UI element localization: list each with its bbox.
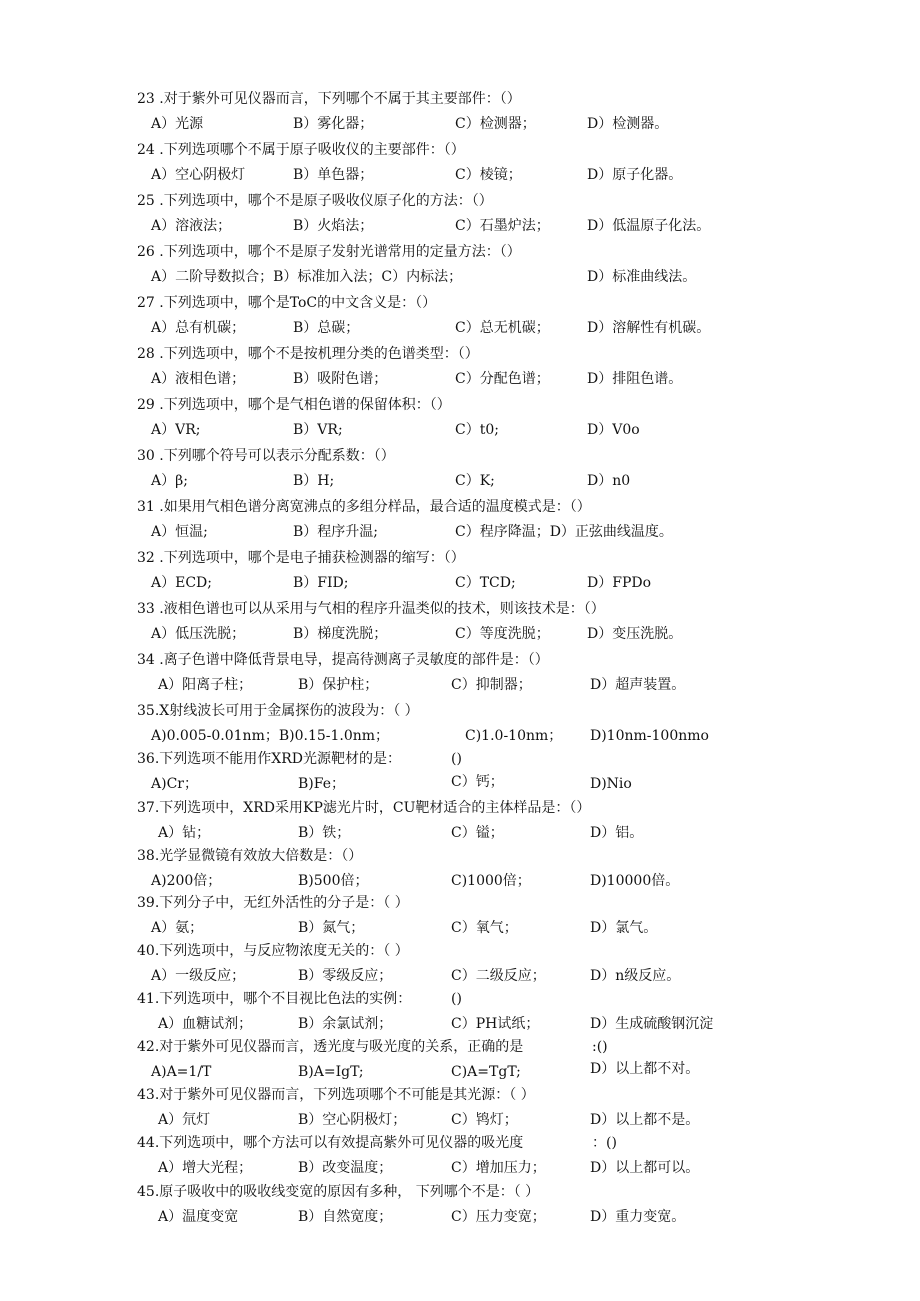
option-d: D）n0 <box>587 473 631 489</box>
question-26 <box>0 241 920 293</box>
question-31 <box>0 496 920 548</box>
question-25 <box>0 190 920 242</box>
question-stem: 38.光学显微镜有效放大倍数是：（） <box>137 848 363 864</box>
option-b: B)A=IgT; <box>298 1064 364 1080</box>
option-c: C）等度洗脱； <box>455 626 550 642</box>
option-c: C）分配色谱； <box>455 371 550 387</box>
question-33 <box>0 598 920 650</box>
question-stem: 33 .液相色谱也可以从采用与气相的程序升温类似的技术，则该技术是：（） <box>137 601 605 617</box>
option-c: C）鸨灯； <box>451 1112 518 1128</box>
option-a: A）一级反应； <box>151 968 246 984</box>
question-34 <box>0 649 920 701</box>
option-b: B）保护柱； <box>298 677 379 693</box>
option-d: D）以上都可以。 <box>590 1160 700 1176</box>
option-a: A）VR; <box>151 422 201 438</box>
option-a: A）增大光程； <box>158 1160 253 1176</box>
question-stem: 34 .离子色谱中降低背景电导，提高待测离子灵敏度的部件是：（） <box>137 652 549 668</box>
question-44 <box>0 1132 920 1184</box>
option-a: A）温度变宽 <box>158 1209 239 1225</box>
option-c: C)1.0-10nm； <box>465 728 563 744</box>
question-stem: 44.下列选项中，哪个方法可以有效提高紫外可见仪器的吸光度 <box>137 1135 524 1151</box>
option-b: B）空心阴极灯； <box>298 1112 407 1128</box>
option-a: A）光源 <box>151 116 204 132</box>
option-d: D）以上都不对。 <box>590 1061 700 1077</box>
question-stem: 23 .对于紫外可见仪器而言，下列哪个不属于其主要部件：（） <box>137 91 521 107</box>
option-a: A）低压洗脱； <box>151 626 246 642</box>
question-stem: 37.下列选项中，XRD采用KP滤光片时，CU靶材适合的主体样品是：（） <box>137 800 591 816</box>
option-b: B）改变温度； <box>298 1160 393 1176</box>
option-c: C）石墨炉法； <box>455 218 550 234</box>
option-a: A）液相色谱； <box>151 371 246 387</box>
option-b: B）铁； <box>298 825 351 841</box>
option-d: D）低温原子化法。 <box>587 218 711 234</box>
question-stem: 29 .下列选项中，哪个是气相色谱的保留体积：（） <box>137 397 451 413</box>
question-stem: 39.下列分子中，无红外活性的分子是：（ ） <box>137 895 409 911</box>
question-bracket: :() <box>592 1039 608 1055</box>
option-d: D)10000倍。 <box>590 873 680 889</box>
question-stem: 28 .下列选项中，哪个不是按机理分类的色谱类型：（） <box>137 346 479 362</box>
question-39 <box>0 892 920 944</box>
question-stem: 27 .下列选项中，哪个是ToC的中文含义是：（） <box>137 295 437 311</box>
question-stem: 24 .下列选项哪个不属于原子吸收仪的主要部件：（） <box>137 142 465 158</box>
question-stem: 32 .下列选项中，哪个是电子捕获检测器的缩写：（） <box>137 550 465 566</box>
option-c: C）PH试纸； <box>451 1016 540 1032</box>
option-b: B）FID; <box>293 575 349 591</box>
option-b: B）单色器； <box>293 167 374 183</box>
option-a: A）恒温; <box>151 524 208 540</box>
option-b: B）零级反应； <box>298 968 393 984</box>
option-d: D)10nm-100nmo <box>590 728 709 744</box>
option-c: C）压力变宽； <box>451 1209 546 1225</box>
option-b: B）VR; <box>293 422 343 438</box>
option-b: B）自然宽度； <box>298 1209 393 1225</box>
question-stem: 35.X射线波长可用于金属探伤的波段为：（ ） <box>137 703 419 719</box>
option-a: A）ECD; <box>151 575 212 591</box>
option-c: C）抑制器； <box>451 677 532 693</box>
question-bracket: () <box>451 991 462 1007</box>
question-stem: 42.对于紫外可见仪器而言，透光度与吸光度的关系，正确的是 <box>137 1039 524 1055</box>
option-a: A）空心阴极灯 <box>151 167 246 183</box>
option-b: B)500倍； <box>298 873 369 889</box>
question-bracket: ：() <box>592 1135 617 1151</box>
option-c: C）二级反应； <box>451 968 546 984</box>
option-c: C）镒； <box>451 825 504 841</box>
question-37 <box>0 797 920 849</box>
option-b: B）程序升温; <box>293 524 379 540</box>
question-45 <box>0 1181 920 1233</box>
option-d: D）FPDo <box>587 575 652 591</box>
question-bracket: () <box>451 751 462 767</box>
option-d: D）检测器。 <box>587 116 669 132</box>
option-b: B）雾化器； <box>293 116 374 132</box>
question-stem: 30 .下列哪个符号可以表示分配系数：（） <box>137 448 395 464</box>
option-cd: C）程序降温；D）正弦曲线温度。 <box>455 524 673 540</box>
option-c: C）K; <box>455 473 495 489</box>
option-abc: A）二阶导数拟合；B）标准加入法；C）内标法； <box>151 269 463 285</box>
option-d: D）变压洗脱。 <box>587 626 683 642</box>
question-stem: 26 .下列选项中，哪个不是原子发射光谱常用的定量方法：（） <box>137 244 521 260</box>
option-d: D）以上都不是。 <box>590 1112 700 1128</box>
option-a: A）β; <box>151 473 188 489</box>
option-d: D）铝。 <box>590 825 644 841</box>
question-stem: 40.下列选项中，与反应物浓度无关的：（ ） <box>137 943 409 959</box>
option-ab: A)0.005-0.01nm；B)0.15-1.0nm； <box>151 728 390 744</box>
option-d: D)Nio <box>590 776 632 792</box>
question-43 <box>0 1084 920 1136</box>
option-d: D）超声装置。 <box>590 677 686 693</box>
option-d: D）n级反应。 <box>590 968 681 984</box>
option-a: A)200倍； <box>151 873 222 889</box>
option-a: A）氘灯 <box>158 1112 211 1128</box>
option-a: A）溶液法； <box>151 218 232 234</box>
question-23 <box>0 88 920 140</box>
question-27 <box>0 292 920 344</box>
option-a: A）总有机碳； <box>151 320 246 336</box>
option-b: B）火焰法； <box>293 218 374 234</box>
option-a: A）阳离子柱； <box>158 677 253 693</box>
option-c: C）钙； <box>451 774 504 790</box>
question-stem: 45.原子吸收中的吸收线变宽的原因有多种， 下列哪个不是：（ ） <box>137 1184 540 1200</box>
question-stem: 36.下列选项不能用作XRD光源靶材的是： <box>137 751 401 767</box>
option-b: B）梯度洗脱； <box>293 626 388 642</box>
question-stem: 41.下列选项中，哪个不目视比色法的实例： <box>137 991 412 1007</box>
question-41 <box>0 988 920 1040</box>
question-stem: 31 .如果用气相色谱分离宽沸点的多组分样品，最合适的温度模式是：（） <box>137 499 591 515</box>
question-38 <box>0 845 920 897</box>
option-b: B）总碳； <box>293 320 360 336</box>
option-b: B)Fe； <box>298 776 345 792</box>
option-a: A)Cr； <box>151 776 198 792</box>
option-d: D）重力变宽。 <box>590 1209 686 1225</box>
option-d: D）标准曲线法。 <box>587 269 697 285</box>
option-a: A）血糖试剂； <box>158 1016 253 1032</box>
option-d: D）原子化器。 <box>587 167 683 183</box>
option-d: D）氯气。 <box>590 920 658 936</box>
option-c: C）棱镜； <box>455 167 522 183</box>
question-35 <box>0 700 920 752</box>
option-c: C）增加压力； <box>451 1160 546 1176</box>
option-c: C)1000倍； <box>451 873 531 889</box>
option-c: C)A=TgT; <box>451 1064 521 1080</box>
question-29 <box>0 394 920 446</box>
question-40 <box>0 940 920 992</box>
question-stem: 43.对于紫外可见仪器而言，下列选项哪个不可能是其光源：（ ） <box>137 1087 535 1103</box>
question-stem: 25 .下列选项中，哪个不是原子吸收仪原子化的方法：（） <box>137 193 493 209</box>
option-b: B）H; <box>293 473 335 489</box>
option-d: D）排阻色谱。 <box>587 371 683 387</box>
option-d: D）V0o <box>587 422 640 438</box>
question-30 <box>0 445 920 497</box>
option-d: D）生成硫酸钢沉淀 <box>590 1016 714 1032</box>
option-b: B）氮气； <box>298 920 365 936</box>
option-c: C）TCD; <box>455 575 516 591</box>
option-c: C）t0; <box>455 422 499 438</box>
option-b: B）余氯试剂； <box>298 1016 393 1032</box>
option-c: C）氧气； <box>451 920 518 936</box>
option-c: C）总无机碳； <box>455 320 550 336</box>
option-b: B）吸附色谱； <box>293 371 388 387</box>
option-c: C）检测器； <box>455 116 536 132</box>
option-d: D）溶解性有机碳。 <box>587 320 711 336</box>
option-a: A）钻； <box>158 825 211 841</box>
question-32 <box>0 547 920 599</box>
question-36 <box>0 748 920 800</box>
option-a: A）氨； <box>151 920 204 936</box>
option-a: A)A=1/T <box>151 1064 212 1080</box>
question-42 <box>0 1036 920 1088</box>
question-24 <box>0 139 920 191</box>
question-28 <box>0 343 920 395</box>
